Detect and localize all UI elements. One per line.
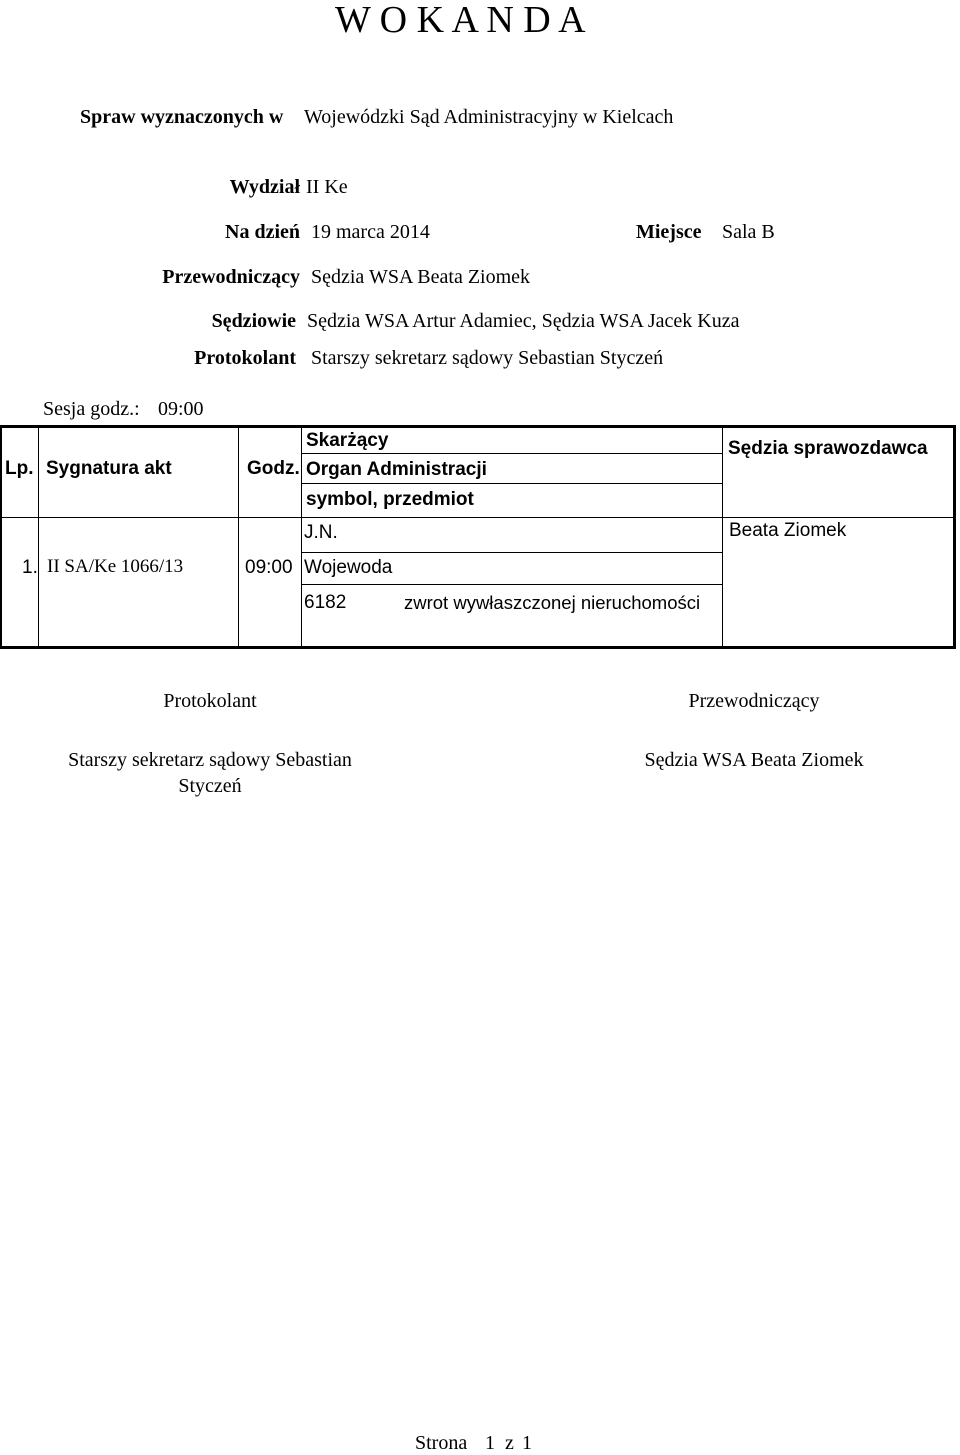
col-header-lp: Lp. [5, 458, 34, 479]
wydzial-value: II Ke [306, 176, 348, 198]
przewodniczacy-label: Przewodniczący [162, 266, 300, 288]
document-title: W O K A N D A [335, 0, 586, 41]
miejsce-label: Miejsce [636, 221, 702, 243]
na-dzien-label: Na dzień [225, 221, 300, 243]
table-divider [722, 425, 723, 649]
table-divider [238, 425, 239, 649]
col-header-sedzia: Sędzia sprawozdawca [728, 438, 928, 459]
row-symbol: 6182 [304, 592, 347, 613]
miejsce-value: Sala B [722, 221, 775, 243]
page-total: 1 [522, 1432, 532, 1454]
na-dzien-value: 19 marca 2014 [311, 221, 430, 243]
table-divider [301, 425, 302, 649]
wydzial-label: Wydział [229, 176, 300, 198]
session-label: Sesja godz.: [43, 398, 140, 420]
table-divider [38, 425, 39, 649]
col-header-godz: Godz. [247, 458, 300, 479]
spraw-label: Spraw wyznaczonych w [80, 106, 284, 128]
col-header-skarzacy: Skarżący [306, 430, 389, 451]
table-divider [301, 453, 722, 454]
row-godz: 09:00 [245, 557, 293, 578]
col-header-symbol: symbol, przedmiot [306, 489, 474, 510]
footer-protokolant-label: Protokolant [163, 690, 257, 712]
footer-przewodniczacy: Sędzia WSA Beata Ziomek [644, 749, 864, 771]
protokolant-label: Protokolant [194, 347, 296, 369]
footer-protokolant-line1: Starszy sekretarz sądowy Sebastian [68, 749, 352, 771]
col-header-organ: Organ Administracji [306, 459, 487, 480]
sedziowie-value: Sędzia WSA Artur Adamiec, Sędzia WSA Jacek Kuza [307, 310, 740, 332]
table-divider [301, 483, 722, 484]
session-time: 09:00 [158, 398, 204, 420]
row-lp: 1. [22, 557, 38, 578]
table-divider [301, 552, 722, 553]
col-header-sygnatura: Sygnatura akt [46, 458, 172, 479]
sedziowie-label: Sędziowie [211, 310, 296, 332]
row-sygnatura: II SA/Ke 1066/13 [47, 556, 184, 577]
page-strona-label: Strona [415, 1432, 468, 1454]
court-name: Wojewódzki Sąd Administracyjny w Kielcach [304, 106, 674, 128]
row-sedzia: Beata Ziomek [729, 520, 847, 541]
protokolant-value: Starszy sekretarz sądowy Sebastian Styczeń [311, 347, 664, 369]
footer-protokolant-line2: Styczeń [178, 775, 242, 797]
page-z-label: z [505, 1432, 514, 1454]
przewodniczacy-value: Sędzia WSA Beata Ziomek [311, 266, 531, 288]
row-przedmiot: zwrot wywłaszczonej nieruchomości [404, 592, 701, 613]
row-skarzacy: J.N. [304, 522, 338, 543]
table-divider [301, 584, 722, 585]
row-organ: Wojewoda [304, 557, 393, 578]
table-divider [0, 517, 956, 518]
page-current: 1 [485, 1432, 495, 1454]
footer-przewodniczacy-label: Przewodniczący [688, 690, 820, 712]
